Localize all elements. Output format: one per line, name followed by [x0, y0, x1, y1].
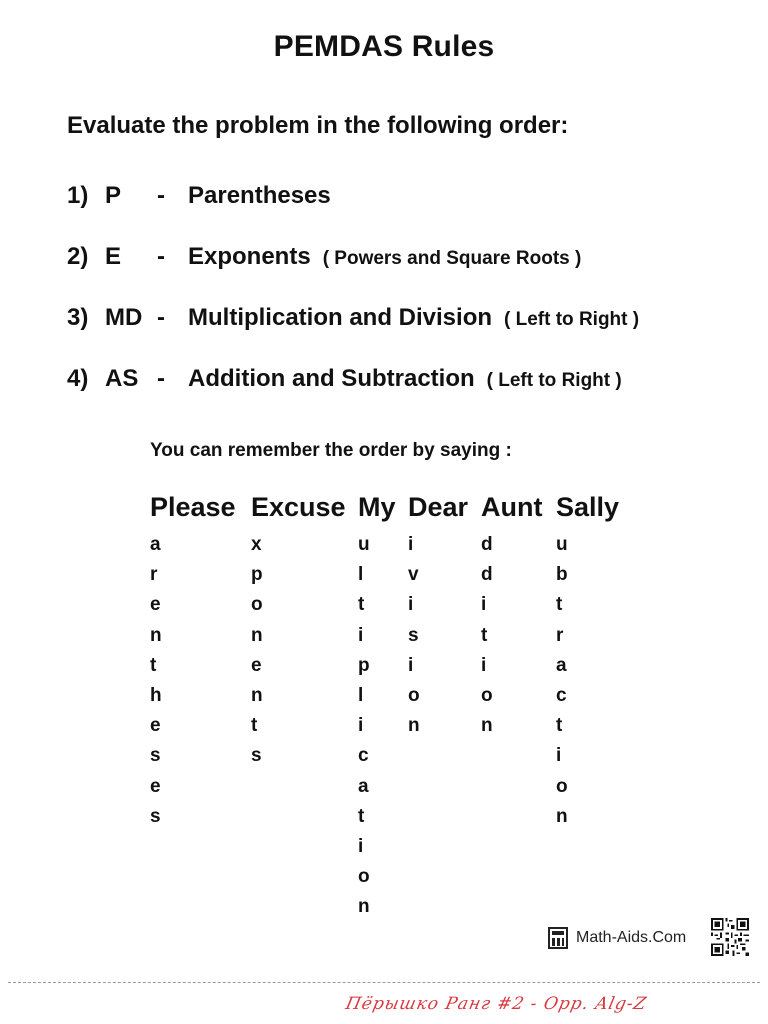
letter: i: [481, 594, 487, 616]
letter: n: [358, 896, 370, 918]
remember-text: You can remember the order by saying :: [150, 440, 512, 461]
letter: i: [556, 745, 562, 767]
cut-line-divider: [8, 982, 760, 983]
brand-text: Math-Aids.Com: [576, 929, 687, 946]
letter: e: [150, 775, 161, 797]
letter: n: [251, 685, 263, 707]
instruction-text: Evaluate the problem in the following order:: [67, 112, 569, 139]
letter: c: [358, 745, 369, 767]
letter: n: [556, 805, 568, 827]
letter: t: [251, 715, 258, 737]
letter: o: [481, 685, 493, 707]
mnemonic-letters: [150, 530, 162, 832]
rule-number: 2): [67, 243, 89, 270]
letter: s: [150, 745, 161, 767]
mnemonic-word: My: [358, 492, 396, 522]
rule-note: ( Left to Right ): [504, 309, 640, 330]
letter: r: [556, 624, 564, 646]
letter: e: [251, 654, 262, 676]
letter: a: [358, 775, 369, 797]
letter: i: [358, 715, 364, 737]
letter: n: [408, 715, 420, 737]
letter: i: [358, 624, 364, 646]
letter: p: [358, 654, 370, 676]
rule-abbr: E: [105, 243, 122, 270]
brand-logo: [548, 925, 686, 951]
letter: t: [556, 594, 563, 616]
mnemonic-word: Sally: [556, 492, 620, 522]
letter: t: [556, 715, 563, 737]
rule-dash: -: [157, 365, 165, 392]
letter: e: [150, 594, 161, 616]
rule-name-text: Multiplication and Division: [188, 304, 493, 331]
letter: i: [481, 654, 487, 676]
letter: d: [481, 564, 493, 586]
rule-name-text: Parentheses: [188, 182, 331, 209]
letter: s: [150, 805, 161, 827]
letter: t: [481, 624, 488, 646]
letter: a: [150, 534, 161, 555]
rule-name-text: Exponents: [188, 243, 311, 270]
rule-name: [188, 182, 343, 210]
page-title: PEMDAS Rules: [273, 30, 495, 63]
letter: n: [481, 715, 493, 737]
letter: n: [251, 624, 263, 646]
rule-number: 4): [67, 365, 89, 392]
letter: u: [556, 534, 568, 555]
rule-number: 1): [67, 182, 89, 209]
rule-note: ( Powers and Square Roots ): [322, 248, 582, 269]
rule-name: [188, 304, 639, 332]
letter: t: [358, 805, 365, 827]
rule-name: [188, 243, 581, 271]
letter: n: [150, 624, 162, 646]
mnemonic-letters: [556, 530, 568, 832]
rule-abbr: AS: [105, 365, 139, 392]
mnemonic-word: Dear: [408, 492, 469, 522]
letter: s: [408, 624, 419, 646]
letter: r: [150, 564, 158, 586]
letter: t: [150, 654, 157, 676]
rule-abbr: MD: [105, 304, 143, 331]
letter: o: [251, 594, 263, 616]
mnemonic-word: Please: [150, 492, 236, 522]
letter: s: [251, 745, 262, 767]
letter: i: [408, 534, 414, 555]
rule-abbr: P: [105, 182, 122, 209]
mnemonic-letters: [251, 530, 263, 772]
rule-dash: -: [157, 182, 165, 209]
handwritten-note: Пёрышко Ранг #2 - Орр. Alg-Z: [343, 994, 649, 1014]
letter: l: [358, 685, 364, 707]
letter: o: [358, 866, 370, 888]
rule-number: 3): [67, 304, 89, 331]
rule-note: ( Left to Right ): [486, 370, 622, 391]
letter: x: [251, 534, 262, 555]
letter: a: [556, 654, 567, 676]
letter: t: [358, 594, 365, 616]
letter: d: [481, 534, 493, 555]
letter: c: [556, 685, 567, 707]
letter: o: [556, 775, 568, 797]
rule-dash: -: [157, 243, 165, 270]
mnemonic-word: Aunt: [481, 492, 543, 522]
letter: i: [358, 836, 364, 858]
rule-name: [188, 365, 622, 393]
mnemonic-word: Excuse: [251, 492, 346, 522]
qr-code-icon: [711, 918, 749, 956]
letter: p: [251, 564, 263, 586]
mnemonic-letters: [358, 530, 370, 923]
letter: l: [358, 564, 364, 586]
mnemonic-letters: [481, 530, 493, 741]
letter: o: [408, 685, 420, 707]
letter: u: [358, 534, 370, 555]
rule-dash: -: [157, 304, 165, 331]
calculator-icon: [548, 927, 568, 949]
letter: b: [556, 564, 568, 586]
mnemonic-letters: [408, 530, 420, 741]
letter: v: [408, 564, 419, 586]
rule-name-text: Addition and Subtraction: [188, 365, 475, 392]
letter: h: [150, 685, 162, 707]
letter: e: [150, 715, 161, 737]
letter: i: [408, 654, 414, 676]
letter: i: [408, 594, 414, 616]
